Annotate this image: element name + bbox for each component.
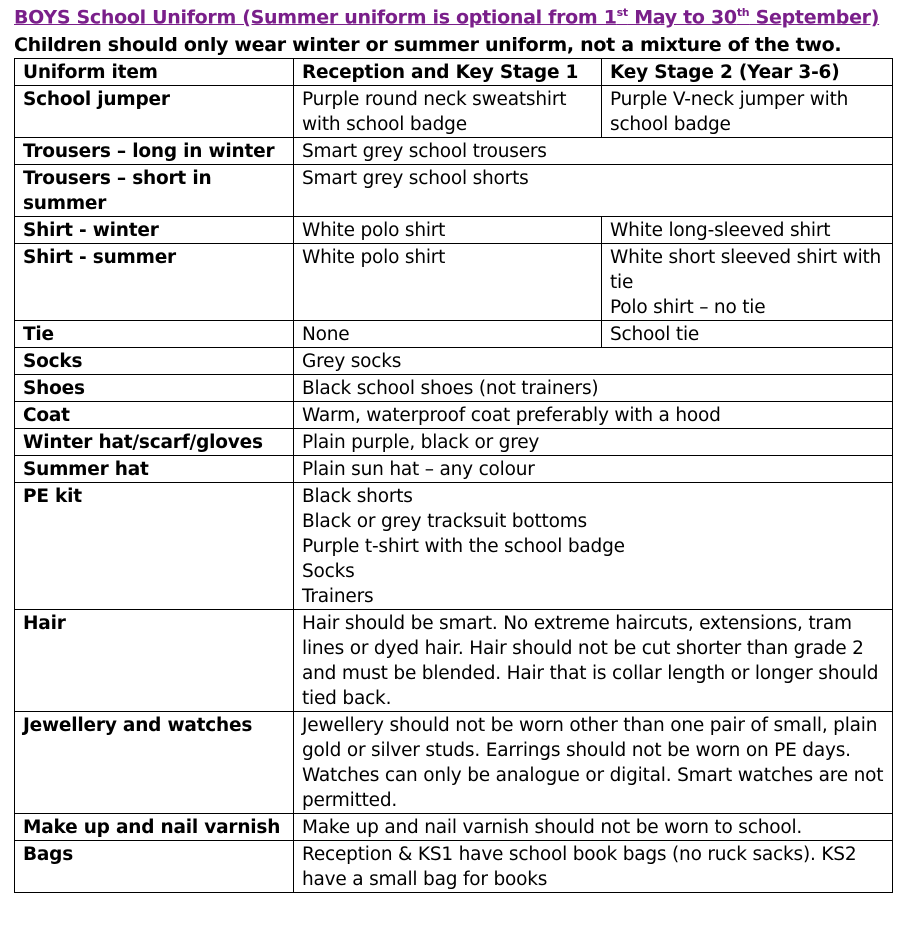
table-row	[15, 456, 893, 483]
title-sup-1: st	[616, 6, 628, 19]
table-row	[15, 429, 893, 456]
uniform-item-cell: Summer hat	[15, 456, 294, 483]
requirement-cell-both: Smart grey school shorts	[294, 165, 893, 217]
uniform-item-cell: Make up and nail varnish	[15, 814, 294, 841]
uniform-item-cell: Trousers – short in summer	[15, 165, 294, 217]
requirement-cell-both: Plain purple, black or grey	[294, 429, 893, 456]
requirement-cell-ks2: Purple V-neck jumper with school badge	[602, 86, 893, 138]
requirement-cell-ks2: White short sleeved shirt with tie Polo shirt – no tie	[602, 244, 893, 321]
uniform-item-cell: Winter hat/scarf/gloves	[15, 429, 294, 456]
title-text-1: BOYS School Uniform (Summer uniform is optional from 1	[14, 6, 617, 29]
requirement-cell-both: Grey socks	[294, 348, 893, 375]
table-header-row	[15, 59, 893, 86]
requirement-cell-ks1: White polo shirt	[294, 244, 602, 321]
requirement-cell-ks1: White polo shirt	[294, 217, 602, 244]
table-body	[15, 86, 893, 893]
requirement-cell-both: Black shorts Black or grey tracksuit bottoms Purple t-shirt with the school badge Socks Trainers	[294, 483, 893, 610]
uniform-table	[14, 58, 893, 893]
uniform-item-cell: Shoes	[15, 375, 294, 402]
requirement-cell-both: Black school shoes (not trainers)	[294, 375, 893, 402]
uniform-item-cell: Jewellery and watches	[15, 712, 294, 814]
uniform-item-cell: School jumper	[15, 86, 294, 138]
uniform-item-cell: Tie	[15, 321, 294, 348]
table-row	[15, 321, 893, 348]
table-row	[15, 244, 893, 321]
requirement-cell-ks1: None	[294, 321, 602, 348]
table-row	[15, 610, 893, 712]
table-row	[15, 348, 893, 375]
title-sup-2: th	[736, 6, 750, 19]
uniform-item-cell: PE kit	[15, 483, 294, 610]
table-row	[15, 375, 893, 402]
uniform-item-cell: Shirt - winter	[15, 217, 294, 244]
requirement-cell-both: Smart grey school trousers	[294, 138, 893, 165]
table-row	[15, 402, 893, 429]
header-ks2: Key Stage 2 (Year 3-6)	[602, 59, 893, 86]
table-row	[15, 138, 893, 165]
title-text-3: September)	[749, 6, 880, 29]
requirement-cell-ks2: White long-sleeved shirt	[602, 217, 893, 244]
table-row	[15, 712, 893, 814]
requirement-cell-both: Reception & KS1 have school book bags (no ruck sacks). KS2 have a small bag for books	[294, 841, 893, 893]
table-row	[15, 165, 893, 217]
requirement-cell-both: Warm, waterproof coat preferably with a hood	[294, 402, 893, 429]
table-row	[15, 217, 893, 244]
page-subtitle: Children should only wear winter or summer uniform, not a mixture of the two.	[14, 34, 842, 56]
requirement-cell-ks2: School tie	[602, 321, 893, 348]
requirement-cell-both: Make up and nail varnish should not be worn to school.	[294, 814, 893, 841]
uniform-item-cell: Trousers – long in winter	[15, 138, 294, 165]
uniform-item-cell: Hair	[15, 610, 294, 712]
table-row	[15, 483, 893, 610]
requirement-cell-both: Jewellery should not be worn other than one pair of small, plain gold or silver studs. Earrings should not be worn on PE days. Watches can only be analogue or digital. Smart watches are not permitted.	[294, 712, 893, 814]
requirement-cell-both: Plain sun hat – any colour	[294, 456, 893, 483]
title-text-2: May to 30	[627, 6, 737, 29]
header-ks1: Reception and Key Stage 1	[294, 59, 602, 86]
table-row	[15, 814, 893, 841]
uniform-item-cell: Shirt - summer	[15, 244, 294, 321]
uniform-item-cell: Bags	[15, 841, 294, 893]
requirement-cell-ks1: Purple round neck sweatshirt with school badge	[294, 86, 602, 138]
page-title	[14, 6, 879, 28]
uniform-item-cell: Coat	[15, 402, 294, 429]
requirement-cell-both: Hair should be smart. No extreme haircuts, extensions, tram lines or dyed hair. Hair should not be cut shorter than grade 2 and must be blended. Hair that is collar length or longer should tied back.	[294, 610, 893, 712]
header-uniform-item: Uniform item	[15, 59, 294, 86]
table-row	[15, 86, 893, 138]
table-row	[15, 841, 893, 893]
uniform-item-cell: Socks	[15, 348, 294, 375]
